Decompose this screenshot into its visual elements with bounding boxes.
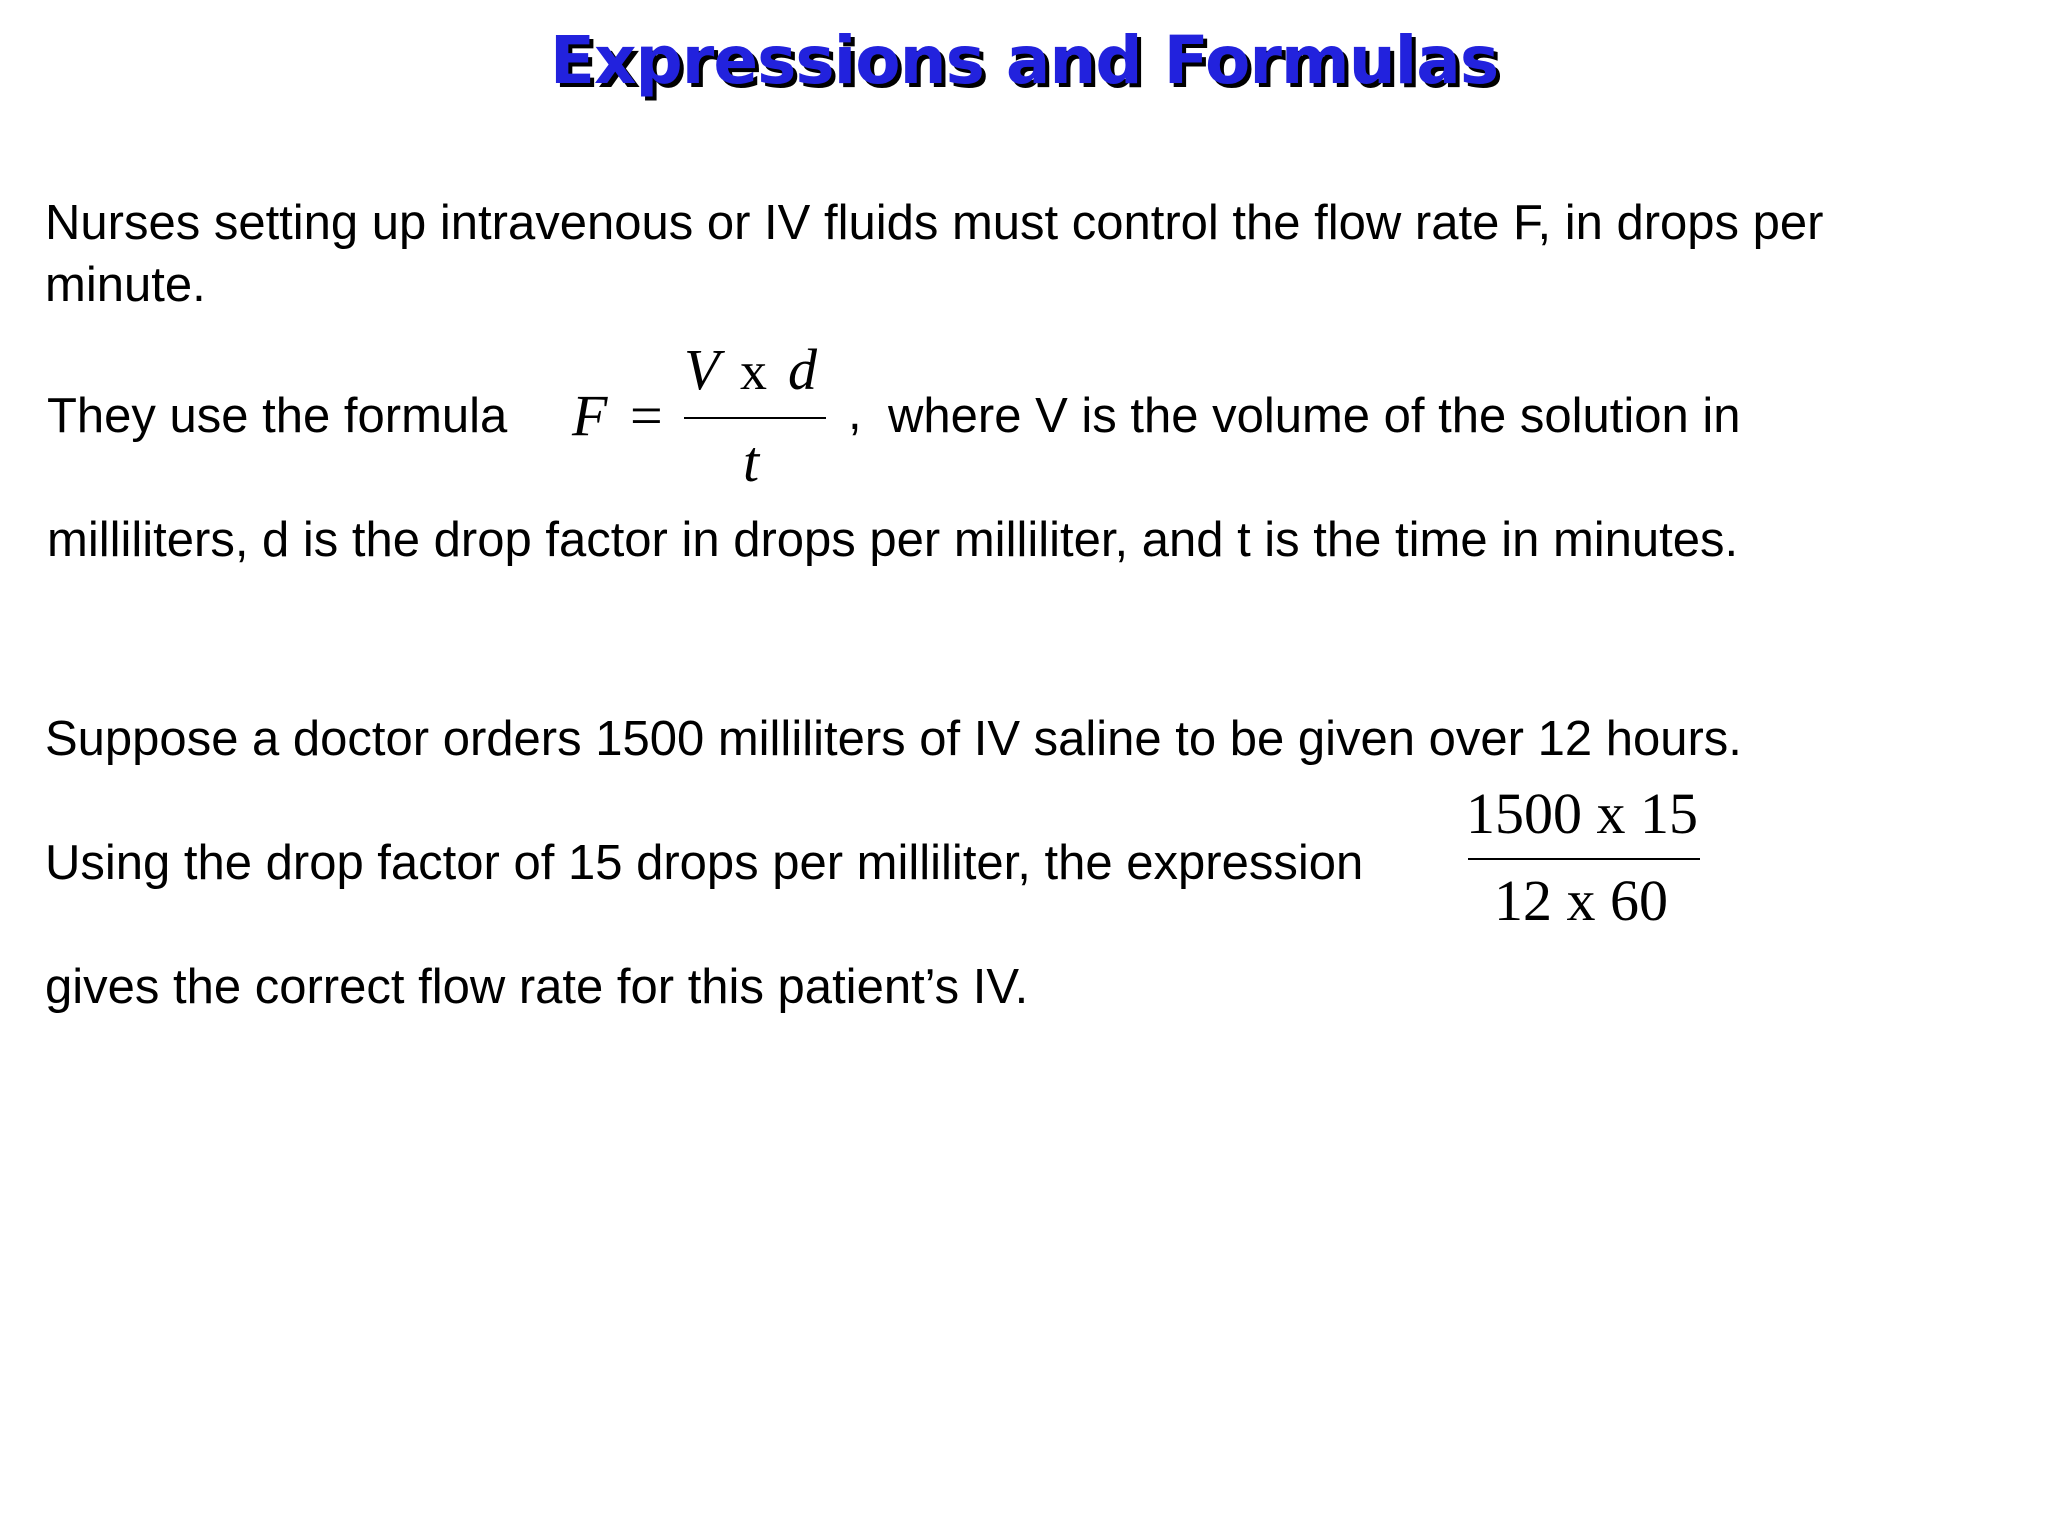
- paragraph-1-line-1: Nurses setting up intravenous or IV fluids must control the flow rate F, in drops per: [45, 196, 1824, 250]
- formula-fraction-bar: [684, 417, 826, 419]
- formula-intro-text: They use the formula: [47, 389, 508, 443]
- paragraph-3-line-2: Using the drop factor of 15 drops per milliliter, the expression: [45, 836, 1364, 890]
- paragraph-3-line-3: gives the correct flow rate for this patient’s IV.: [45, 960, 1029, 1014]
- formula-numerator-v: V: [684, 337, 720, 402]
- expression-denominator: 12 x 60: [1494, 868, 1668, 933]
- formula-equals: =: [630, 383, 663, 448]
- expression-fraction-bar: [1468, 858, 1700, 860]
- paragraph-3-line-1: Suppose a doctor orders 1500 milliliters of IV saline to be given over 12 hours.: [45, 712, 1742, 766]
- formula-comma: ,: [848, 386, 862, 440]
- formula-lhs-f: F: [572, 383, 608, 448]
- expression-numerator: 1500 x 15: [1466, 781, 1698, 846]
- formula-numerator-d: d: [788, 337, 817, 402]
- formula-denominator-t: t: [743, 429, 760, 494]
- formula-description-text: where V is the volume of the solution in: [888, 389, 1741, 443]
- paragraph-2-line-2: milliliters, d is the drop factor in drops per milliliter, and t is the time in minutes.: [47, 513, 1739, 567]
- paragraph-1-line-2: minute.: [45, 258, 206, 312]
- formula-numerator-x: x: [740, 341, 767, 401]
- page-title: Expressions and Formulas: [549, 22, 1499, 99]
